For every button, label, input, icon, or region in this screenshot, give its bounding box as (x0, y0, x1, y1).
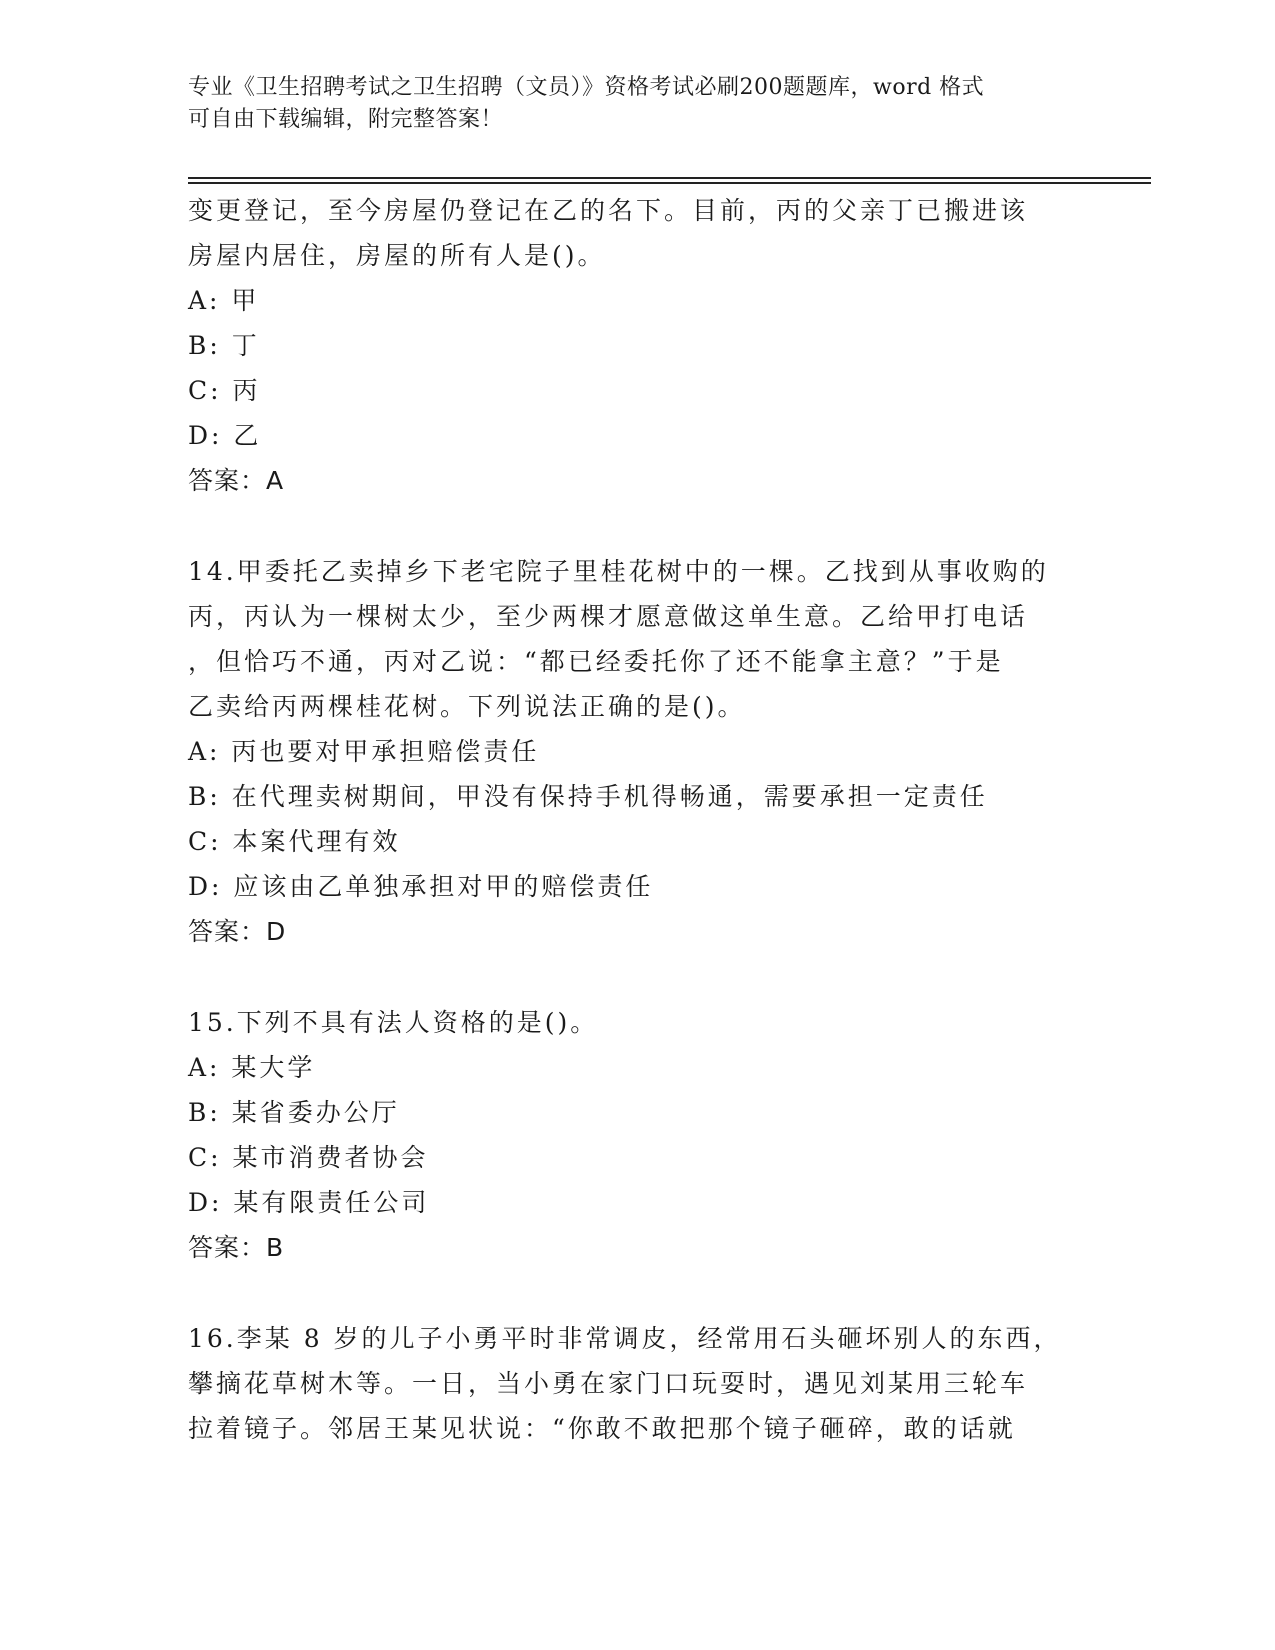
option-b: B: 丁 (188, 331, 260, 360)
header-title-line-2: 可自由下载编辑，附完整答案！ (188, 107, 504, 132)
document-header (188, 72, 1088, 136)
spacer (188, 954, 1088, 1000)
option-c: C: 丙 (188, 376, 261, 405)
question-stem-line: 变更登记，至今房屋仍登记在乙的名下。目前，丙的父亲丁已搬进该 (188, 196, 1029, 225)
question-stem-line: ，但恰巧不通，丙对乙说：“都已经委托你了还不能拿主意？”于是 (188, 647, 1004, 676)
option-c: C: 某市消费者协会 (188, 1143, 429, 1172)
question-stem-line: 攀摘花草树木等。一日，当小勇在家门口玩耍时，遇见刘某用三轮车 (188, 1369, 1029, 1398)
question-stem-line: 16.李某 8 岁的儿子小勇平时非常调皮，经常用石头砸坏别人的东西， (188, 1324, 1062, 1353)
question-stem-line: 14.甲委托乙卖掉乡下老宅院子里桂花树中的一棵。乙找到从事收购的 (188, 557, 1049, 586)
option-c: C: 本案代理有效 (188, 827, 401, 856)
option-a: A: 丙也要对甲承担赔偿责任 (188, 737, 540, 766)
question-stem-line: 拉着镜子。邻居王某见状说：“你敢不敢把那个镜子砸碎，敢的话就 (188, 1414, 1016, 1443)
answer-label: 答案：D (188, 917, 287, 946)
question-13 (188, 188, 1088, 503)
option-b: B: 某省委办公厅 (188, 1098, 400, 1127)
question-14 (188, 549, 1088, 954)
option-d: D: 某有限责任公司 (188, 1188, 430, 1217)
question-stem-line: 房屋内居住，房屋的所有人是()。 (188, 241, 606, 270)
option-a: A: 甲 (188, 286, 260, 315)
question-stem-line: 15.下列不具有法人资格的是()。 (188, 1008, 599, 1037)
question-list (188, 188, 1088, 1451)
question-15 (188, 1000, 1088, 1270)
option-d: D: 应该由乙单独承担对甲的赔偿责任 (188, 872, 654, 901)
header-title-line-1: 专业《卫生招聘考试之卫生招聘（文员）》资格考试必刷200题题库，word 格式 (188, 75, 985, 100)
option-d: D: 乙 (188, 421, 262, 450)
spacer (188, 1270, 1088, 1316)
question-stem-line: 丙，丙认为一棵树太少，至少两棵才愿意做这单生意。乙给甲打电话 (188, 602, 1029, 631)
option-b: B: 在代理卖树期间，甲没有保持手机得畅通，需要承担一定责任 (188, 782, 988, 811)
header-divider-top (188, 177, 1151, 179)
spacer (188, 503, 1088, 549)
question-stem-line: 乙卖给丙两棵桂花树。下列说法正确的是()。 (188, 692, 746, 721)
answer-label: 答案：B (188, 1233, 285, 1262)
option-a: A: 某大学 (188, 1053, 316, 1082)
answer-label: 答案：A (188, 466, 285, 495)
question-16 (188, 1316, 1088, 1451)
header-divider-bottom (188, 182, 1151, 184)
